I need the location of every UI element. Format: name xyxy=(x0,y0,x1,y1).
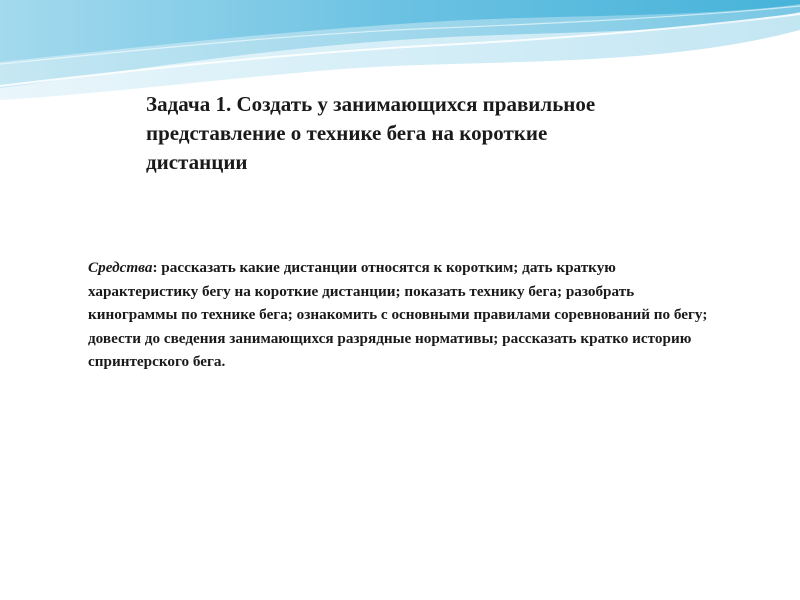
slide-title: Задача 1. Создать у занимающихся правильное представление о технике бега на короткие дистанции xyxy=(146,92,596,174)
means-paragraph xyxy=(88,256,716,374)
means-label: Средства xyxy=(88,259,153,276)
means-text: : рассказать какие дистанции относятся к коротким; дать краткую характеристику бегу на короткие дистанции; показать технику бега; разобрать кинограммы по технике бега; ознакомить с основными правилами соревнований по бегу; довести до сведения занимающихся разрядные нормативы; рассказать кратко историю спринтерского бега. xyxy=(88,259,708,370)
